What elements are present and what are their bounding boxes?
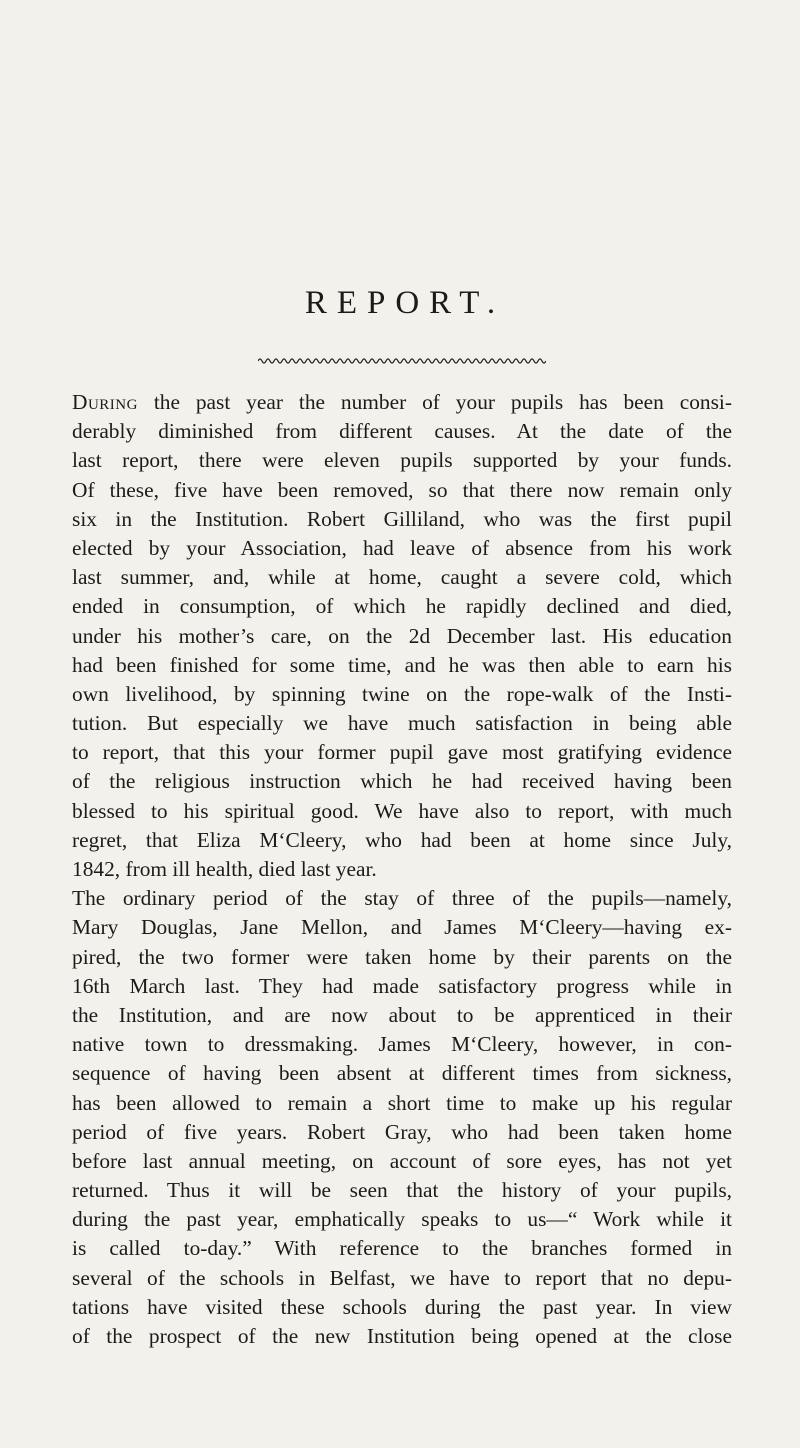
text-line: native town to dressmaking. James M‘Cleery, however, in con- bbox=[72, 1032, 732, 1057]
report-body bbox=[72, 388, 732, 1351]
text-line: under his mother’s care, on the 2d December last. His education bbox=[72, 623, 732, 648]
text-line: Mary Douglas, Jane Mellon, and James M‘Cleery—having ex- bbox=[72, 915, 732, 940]
opening-word: During bbox=[72, 390, 138, 414]
text-line: own livelihood, by spinning twine on the rope-walk of the Insti- bbox=[72, 681, 732, 706]
ornamental-divider bbox=[258, 356, 546, 366]
wavy-rule bbox=[258, 359, 546, 363]
text-line: of the prospect of the new Institution being opened at the close bbox=[72, 1324, 732, 1348]
text-line: six in the Institution. Robert Gilliland, who was the first pupil bbox=[72, 506, 732, 531]
text-line: period of five years. Robert Gray, who had been taken home bbox=[72, 1119, 732, 1144]
text-line: had been finished for some time, and he was then able to earn his bbox=[72, 652, 732, 677]
text-line: during the past year, emphatically speaks to us—“ Work while it bbox=[72, 1207, 732, 1232]
text-line: The ordinary period of the stay of three of the pupils—namely, bbox=[72, 886, 732, 911]
text-line: last summer, and, while at home, caught a severe cold, which bbox=[72, 565, 732, 590]
text-line: several of the schools in Belfast, we have to report that no depu- bbox=[72, 1265, 732, 1290]
text-line: of the religious instruction which he had received having been bbox=[72, 769, 732, 794]
text-line: returned. Thus it will be seen that the history of your pupils, bbox=[72, 1178, 732, 1203]
text-line: last report, there were eleven pupils supported by your funds. bbox=[72, 448, 732, 473]
text-line: the Institution, and are now about to be apprenticed in their bbox=[72, 1002, 732, 1027]
text-line: tution. But especially we have much satisfaction in being able bbox=[72, 711, 732, 736]
text-line: has been allowed to remain a short time to make up his regular bbox=[72, 1090, 732, 1115]
text-line: Of these, five have been removed, so that there now remain only bbox=[72, 477, 732, 502]
text-line bbox=[72, 388, 732, 417]
text-line: before last annual meeting, on account of sore eyes, has not yet bbox=[72, 1148, 732, 1173]
text-line: derably diminished from different causes. At the date of the bbox=[72, 419, 732, 444]
text-line: blessed to his spiritual good. We have also to report, with much bbox=[72, 798, 732, 823]
text-line: ended in consumption, of which he rapidly declined and died, bbox=[72, 594, 732, 619]
text-line: sequence of having been absent at different times from sickness, bbox=[72, 1061, 732, 1086]
text-line: 16th March last. They had made satisfactory progress while in bbox=[72, 973, 732, 998]
text-line: elected by your Association, had leave of absence from his work bbox=[72, 535, 732, 560]
text-line: to report, that this your former pupil gave most gratifying evidence bbox=[72, 740, 732, 765]
report-title: REPORT. bbox=[304, 285, 506, 321]
text-line: tations have visited these schools during the past year. In view bbox=[72, 1294, 732, 1319]
text-line: 1842, from ill health, died last year. bbox=[72, 857, 377, 881]
text-line: regret, that Eliza M‘Cleery, who had been at home since July, bbox=[72, 827, 732, 852]
text-line: pired, the two former were taken home by their parents on the bbox=[72, 944, 732, 969]
text-line: is called to-day.” With reference to the branches formed in bbox=[72, 1236, 732, 1261]
text-line-content: the past year the number of your pupils has been consi- bbox=[137, 390, 732, 414]
